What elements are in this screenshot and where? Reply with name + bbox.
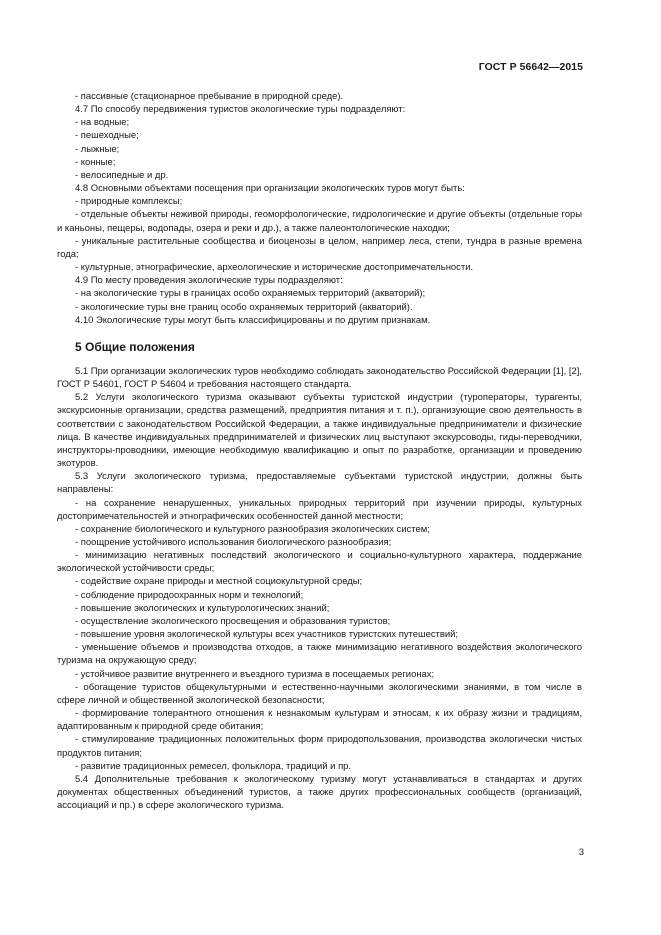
paragraph: - содействие охране природы и местной социокультурной среды; [75,576,363,588]
paragraph: - на экологические туры в границах особо охраняемых территорий (акваторий); [75,288,426,300]
paragraph: - природные комплексы; [75,196,183,208]
classification-list [57,90,582,327]
paragraph: - поощрение устойчивого использования биологического разнообразия; [75,537,392,548]
section-heading: 5 Общие положения [75,339,195,354]
paragraph: - отдельные объекты неживой природы, геоморфологические, гидрологические и другие объекты (отдельные горы и каньоны, пещеры, водопады, озера и реки и др.), а также палеонтологические находки; [57,209,582,234]
paragraph: - культурные, этнографические, археологические и исторические достопримечательности. [75,262,474,274]
paragraph: - экологические туры вне границ особо охраняемых территорий (акваторий). [75,301,413,313]
paragraph: 5.3 Услуги экологического туризма, предоставляемые субъектами туристской индустрии, должны быть направлены: [57,471,582,496]
paragraph: - на сохранение ненарушенных, уникальных природных территорий при изучении природы, культурных достопримечательностей и этнографических особенностей данной местности; [57,497,582,522]
paragraph: - конные; [75,156,116,168]
paragraph: 4.8 Основными объектами посещения при организации экологических туров могут быть: [75,183,465,195]
paragraph: - устойчивое развитие внутреннего и въездного туризма в посещаемых регионах; [75,668,435,680]
paragraph: 4.9 По месту проведения экологические туры подразделяют: [75,275,343,287]
paragraph: - обогащение туристов общекультурными и естественно-научными экологическими знаниями, в том числе в сфере личной и общественной экологической безопасности; [57,681,582,706]
paragraph: 5.2 Услуги экологического туризма оказывают субъекты туристской индустрии (туроператоры, турагенты, экскурсионные организации, средства размещений, предприятия питания и т. п.), организующие свою деятельность в соответствии с законодательством Российской Федерации, а также индивидуальные предприниматели и физические лица. В качестве индивидуальных предпринимателей и физических лиц выступают экскурсоводы, гиды-переводчики, инструкторы-проводники, имеющие необходимую квалификацию и опыт по разработке, организации и проведению экотуров. [57,392,582,470]
paragraph: - повышение уровня экологической культуры всех участников туристских путешествий; [75,629,459,641]
paragraph: - минимизацию негативных последствий экологического и социально-культурного характера, поддержание экологической устойчивости среды; [57,550,582,575]
paragraph: - формирование толерантного отношения к незнакомым культурам и этносам, к их образу жизни и традициям, адаптированным к природной среде обитания; [57,708,582,733]
paragraph: 5.1 При организации экологических туров необходимо соблюдать законодательство Российской Федерации [1], [2], ГОСТ Р 54601, ГОСТ Р 54604 и требования настоящего стандарта. [57,365,582,391]
page-number: 3 [578,847,584,858]
paragraph: - сохранение биологического и культурного разнообразия экологических систем; [75,523,430,535]
paragraph: - развитие традиционных ремесел, фольклора, традиций и пр. [75,760,352,772]
paragraph: - уменьшение объемов и производства отходов, а также минимизацию негативного воздействия экологического туризма на окружающую среду; [57,642,582,667]
paragraph: - повышение экологических и культурологических знаний; [75,602,330,614]
document-code: ГОСТ Р 56642—2015 [478,62,583,73]
paragraph: - стимулирование традиционных положительных форм природопользования, производства экологически чистых продуктов питания; [57,734,582,759]
paragraph: - на водные; [75,117,130,129]
paragraph: - соблюдение природоохранных норм и технологий; [75,589,304,601]
paragraph: - лыжные; [75,143,120,155]
section-body [57,365,582,812]
paragraph: - уникальные растительные сообщества и биоценозы в целом, например леса, степи, тундра в разные времена года; [57,235,582,260]
paragraph: - пешеходные; [75,130,139,142]
paragraph: 5.4 Дополнительные требования к экологическому туризму могут устанавливаться в стандартах и других документах общественных объединений туристов, а также других профессиональных сообществ (организаций, ассоциаций и пр.) в сфере экологического туризма. [57,773,582,812]
document-body [57,90,582,812]
paragraph: 4.10 Экологические туры могут быть классифицированы и по другим признакам. [75,314,431,326]
paragraph: - осуществление экологического просвещения и образования туристов; [75,615,391,627]
paragraph: 4.7 По способу передвижения туристов экологические туры подразделяют: [75,104,406,116]
paragraph: - пассивные (стационарное пребывание в природной среде). [75,91,344,102]
paragraph: - велосипедные и др. [75,169,169,181]
